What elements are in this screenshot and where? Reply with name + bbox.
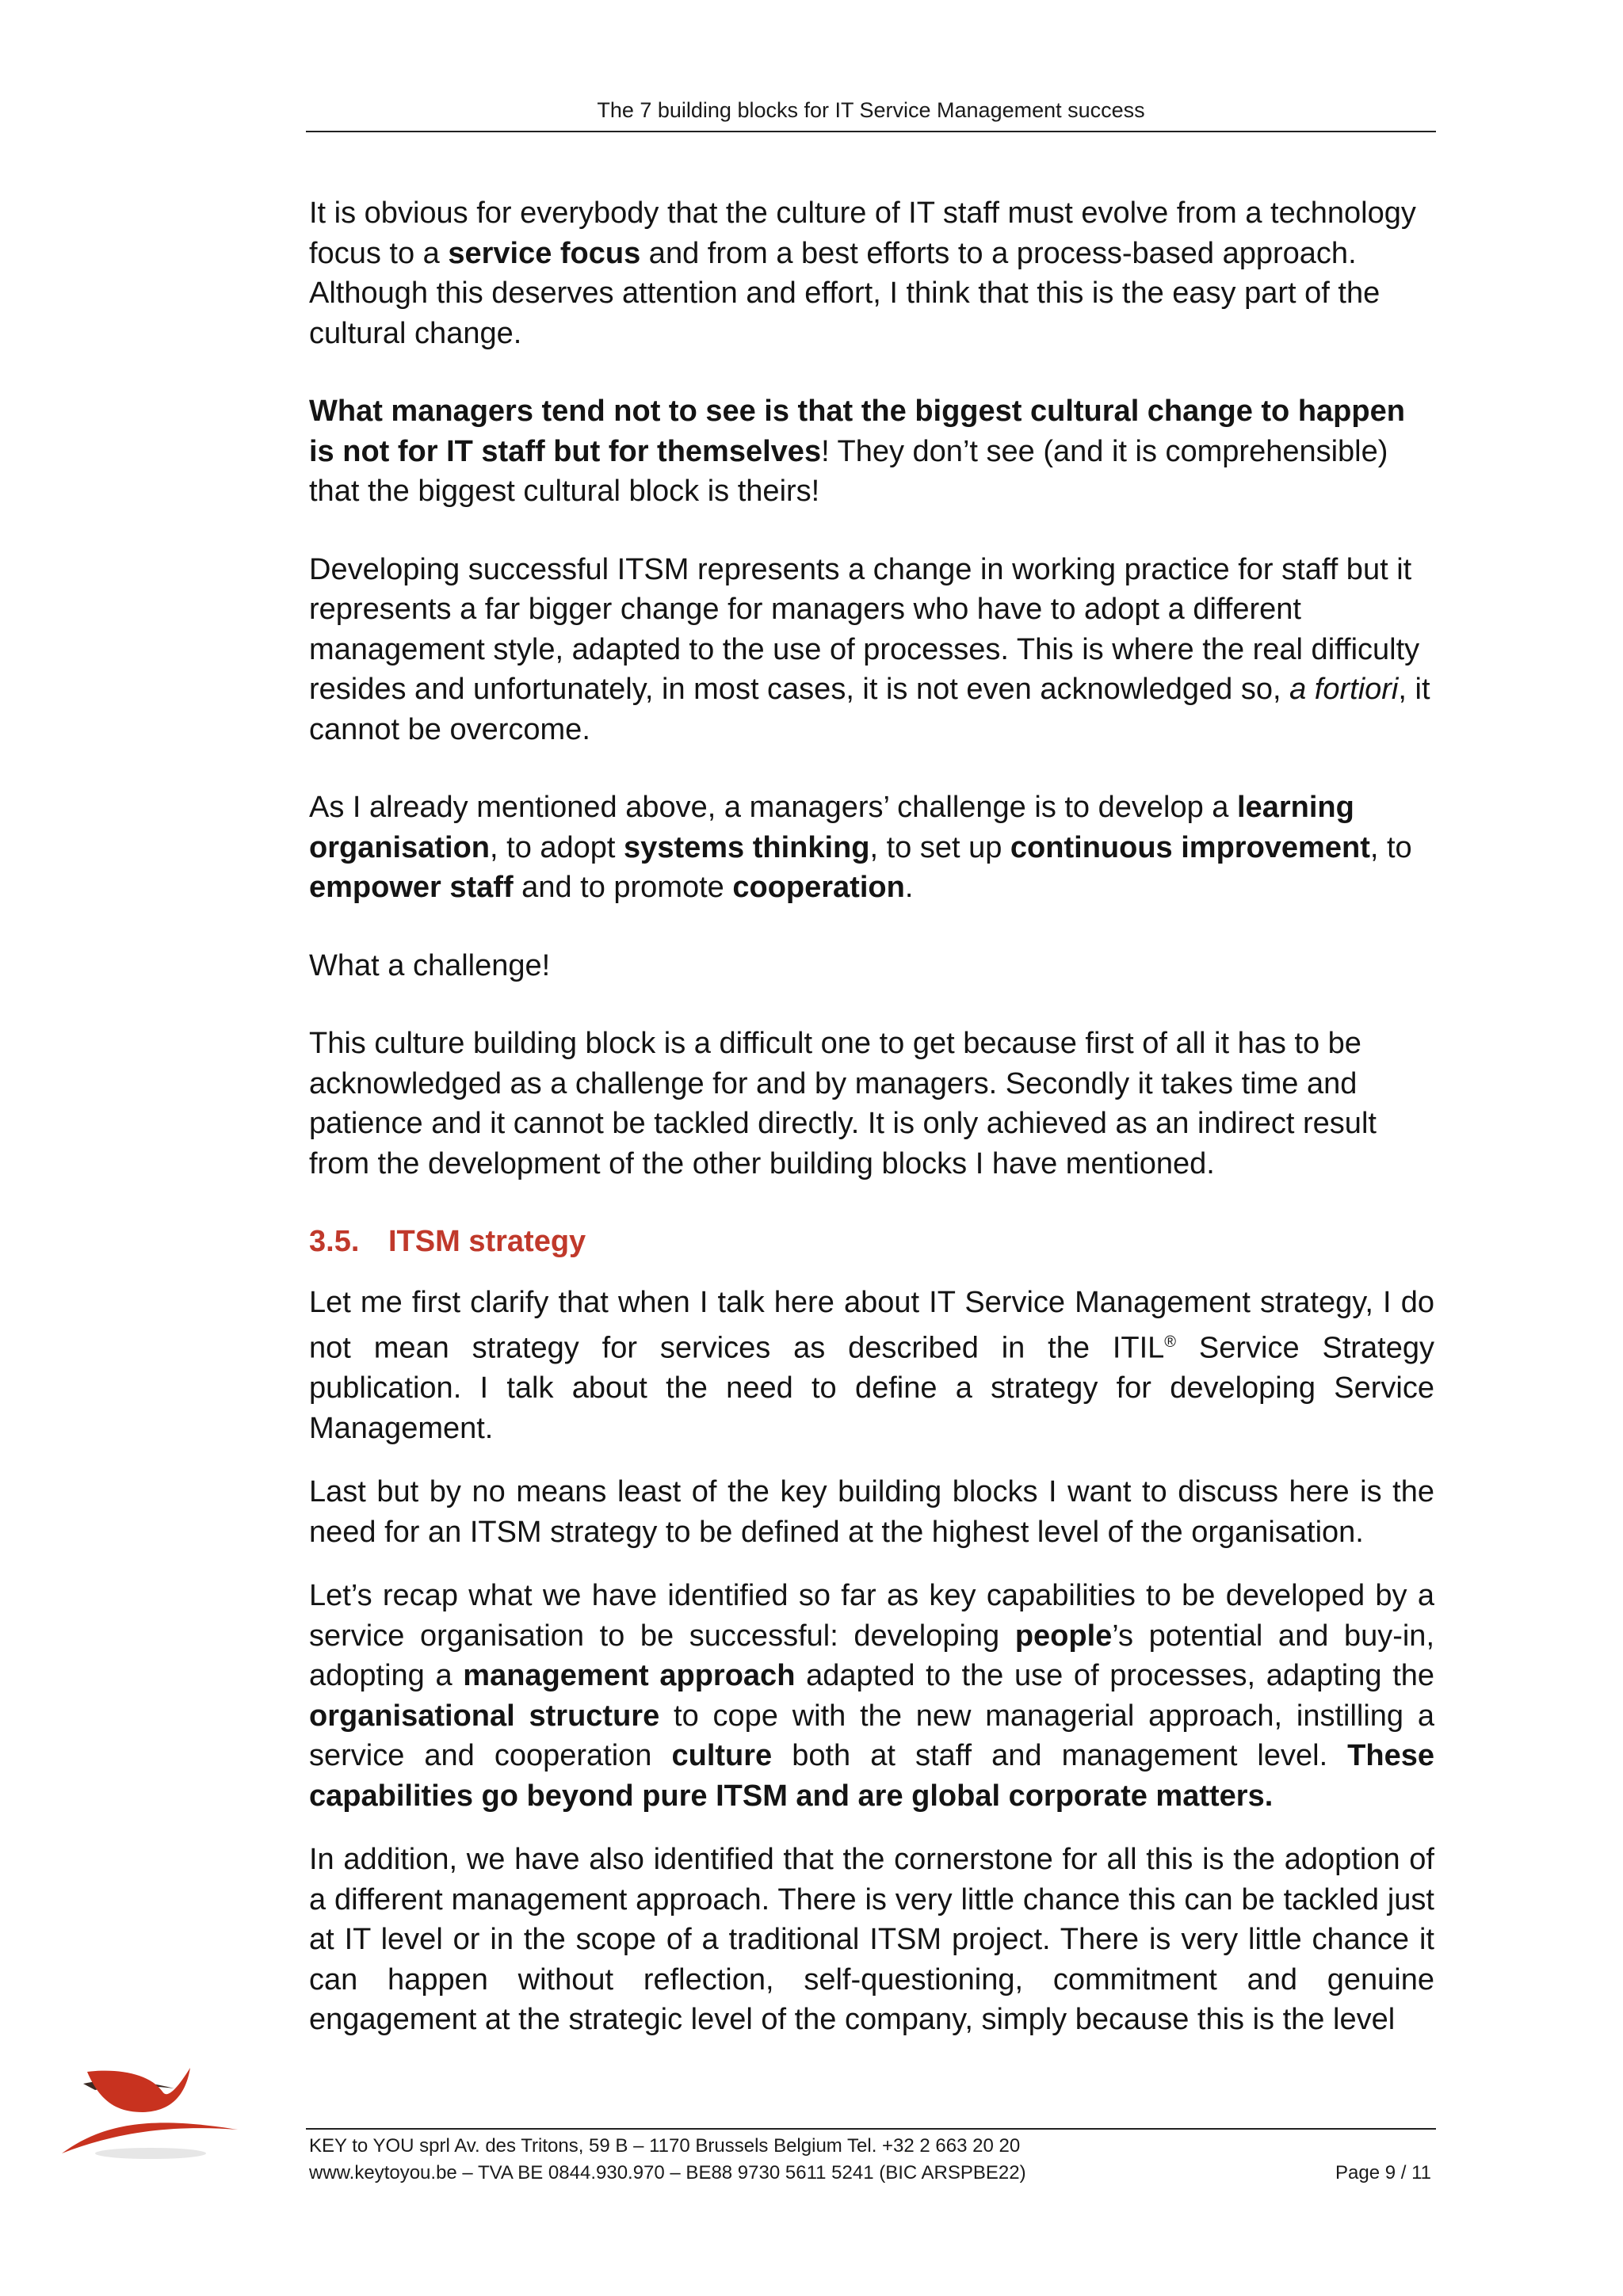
paragraph-4: As I already mentioned above, a managers’ challenge is to develop a learning organisation, to adopt systems thinking, to set up continuous improvement, to empower staff and to promote cooperation. bbox=[309, 791, 1412, 904]
section-heading bbox=[309, 1222, 1434, 1262]
paragraph-2: What managers tend not to see is that the biggest cultural change to happen is not for IT staff but for themselves! They don’t see (and it is comprehensible) that the biggest cultural block is theirs! bbox=[309, 395, 1405, 508]
footer-rule bbox=[306, 2128, 1436, 2130]
footer-address: KEY to YOU sprl Av. des Tritons, 59 B – 1170 Brussels Belgium Tel. +32 2 663 20 20 bbox=[309, 2135, 1021, 2157]
page-footer bbox=[309, 2133, 1434, 2187]
footer-company-ids: www.keytoyou.be – TVA BE 0844.930.970 – BE88 9730 5611 5241 (BIC ARSPBE22) bbox=[309, 2162, 1026, 2183]
section-number: 3.5. bbox=[309, 1225, 360, 1258]
paragraph-8: Last but by no means least of the key building blocks I want to discuss here is the need for an ITSM strategy to be defined at the highest level of the organisation. bbox=[309, 1475, 1434, 1549]
document-body bbox=[309, 193, 1434, 2064]
section-title: ITSM strategy bbox=[388, 1225, 586, 1258]
paragraph-7: Let me first clarify that when I talk here about IT Service Management strategy, I do not mean strategy for services as described in the ITIL® Service Strategy publication. I talk about the need to define a strategy for developing Service Management. bbox=[309, 1285, 1434, 1445]
company-logo bbox=[55, 2036, 254, 2163]
paragraph-1: It is obvious for everybody that the culture of IT staff must evolve from a technology focus to a service focus and from a best efforts to a process-based approach. Although this deserves attention and effort, I think that this is the easy part of the cultural change. bbox=[309, 196, 1416, 350]
page-number: Page 9 / 11 bbox=[1335, 2162, 1431, 2183]
paragraph-9: Let’s recap what we have identified so far as key capabilities to be developed by a service organisation to be successful: developing people’s potential and buy-in, adopting a management approach adapted to the use of processes, adapting the organisational structure to cope with the new managerial approach, instilling a service and cooperation culture both at staff and management level. These capabilities go beyond pure ITSM and are global corporate matters. bbox=[309, 1579, 1435, 1813]
running-header: The 7 building blocks for IT Service Management success bbox=[597, 98, 1145, 122]
paragraph-3: Developing successful ITSM represents a change in working practice for staff but it represents a far bigger change for managers who have to adopt a different management style, adapted to the use of processes. This is where the real difficulty resides and unfortunately, in most cases, it is not even acknowledged so, a fortiori, it cannot be overcome. bbox=[309, 552, 1430, 746]
paragraph-6: This culture building block is a difficult one to get because first of all it has to be acknowledged as a challenge for and by managers. Secondly it takes time and patience and it cannot be tackled directly. It is only achieved as an indirect result from the development of the other building blocks I have mentioned. bbox=[309, 1027, 1377, 1180]
header-rule bbox=[306, 131, 1436, 132]
paragraph-5: What a challenge! bbox=[309, 948, 551, 982]
paragraph-10: In addition, we have also identified that the cornerstone for all this is the adoption of a different management approach. There is very little chance this can be tackled just at IT level or in the scope of a traditional ITSM project. There is very little chance it can happen without reflection, self-questioning, commitment and genuine engagement at the strategic level of the company, simply because this is the level bbox=[309, 1843, 1434, 2037]
